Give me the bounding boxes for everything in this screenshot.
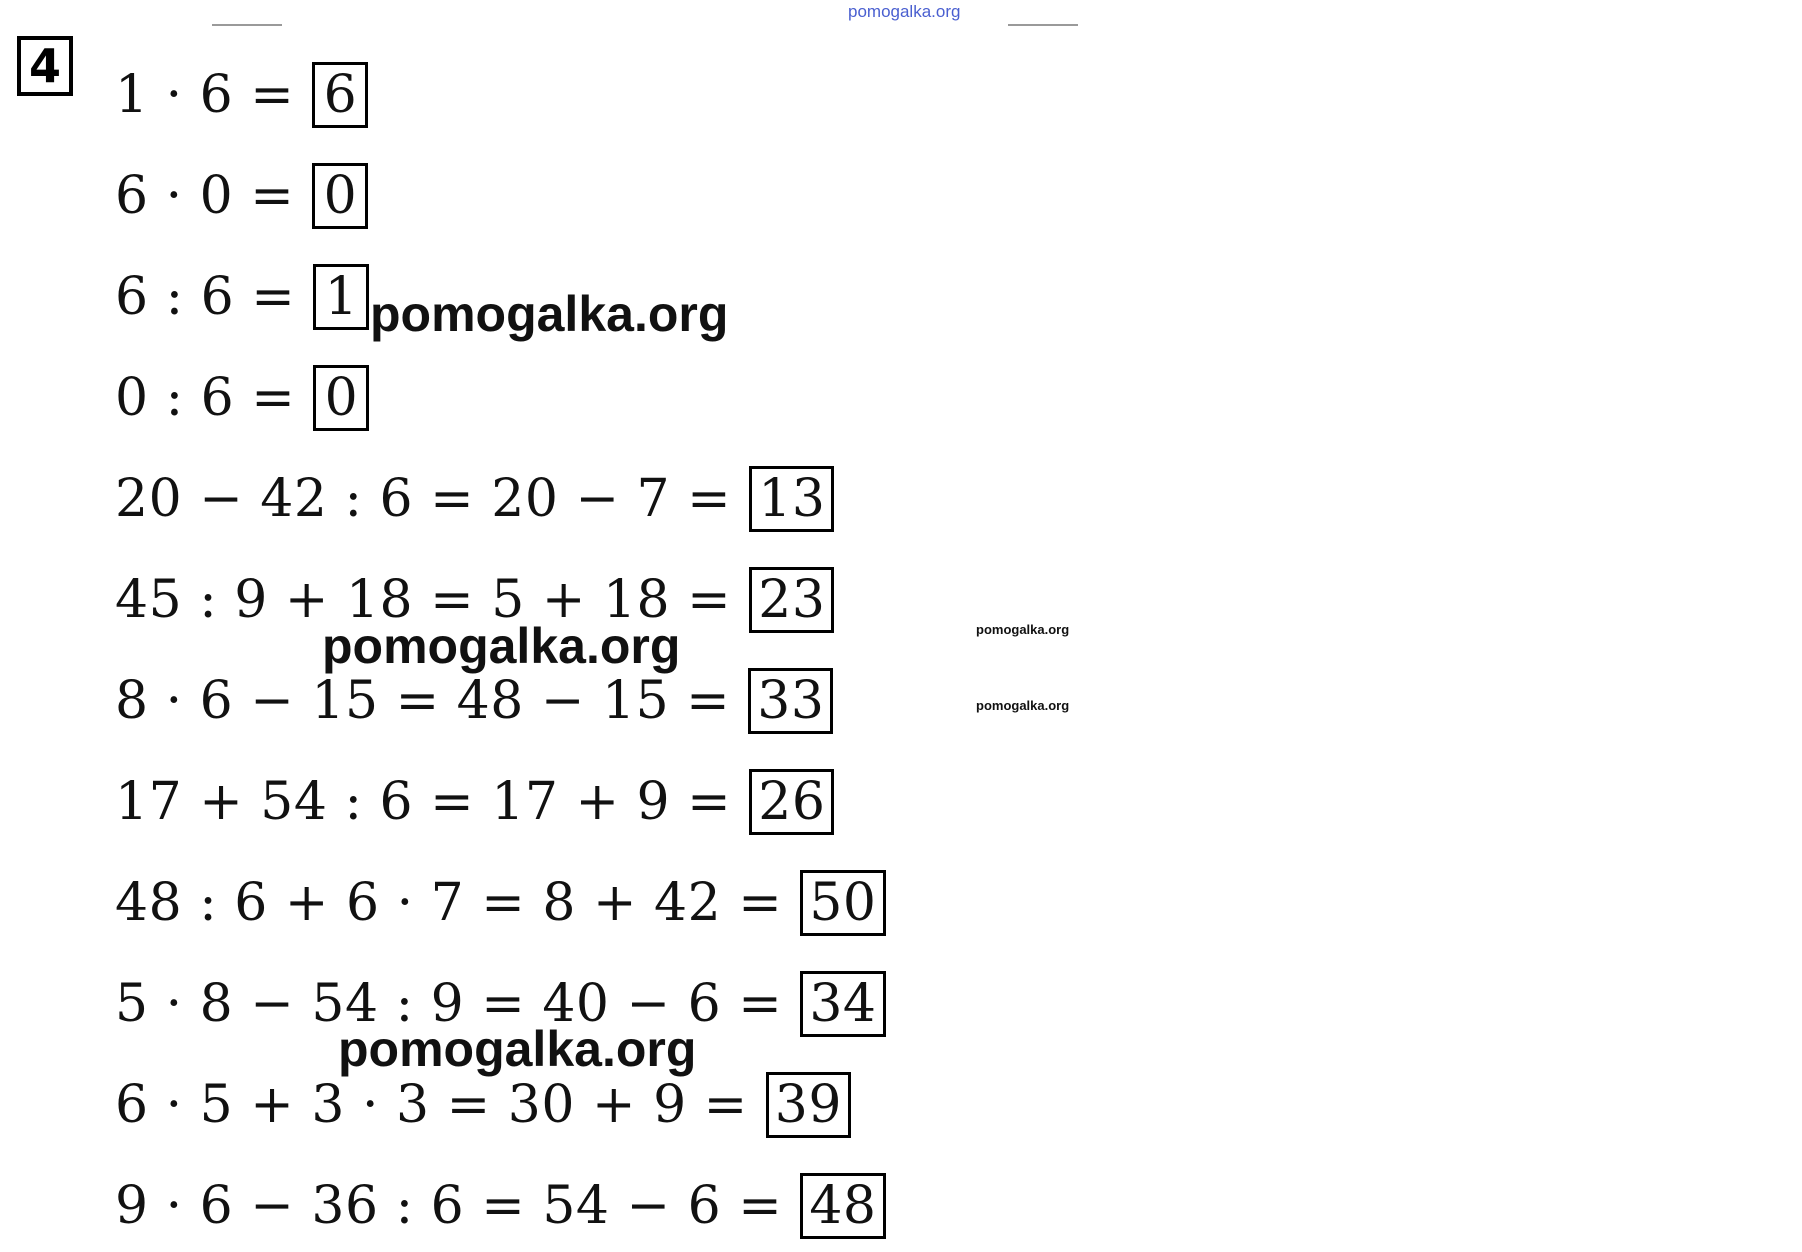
equation-row xyxy=(115,767,834,837)
answer-box: 23 xyxy=(749,567,834,633)
watermark-large: pomogalka.org xyxy=(322,618,681,674)
equation-expression: 20 − 42 : 6 = 20 − 7 = xyxy=(115,469,732,529)
answer-box: 0 xyxy=(312,163,368,229)
answer-box: 33 xyxy=(748,668,833,734)
answer-box: 34 xyxy=(800,971,885,1037)
equation-row xyxy=(115,262,369,332)
equation-expression: 6 · 0 = xyxy=(115,166,295,226)
equation-expression: 8 · 6 − 15 = 48 − 15 = xyxy=(115,671,731,731)
equation-row xyxy=(115,464,834,534)
equation-expression: 6 : 6 = xyxy=(115,267,296,327)
watermark-small: pomogalka.org xyxy=(976,698,1070,713)
equation-expression: 17 + 54 : 6 = 17 + 9 = xyxy=(115,772,732,832)
equation-expression: 48 : 6 + 6 · 7 = 8 + 42 = xyxy=(115,873,783,933)
equation-row xyxy=(115,1070,851,1140)
equation-row xyxy=(115,1171,886,1241)
top-rule-right xyxy=(1008,24,1078,26)
answer-box: 48 xyxy=(800,1173,885,1239)
equation-expression: 9 · 6 − 36 : 6 = 54 − 6 = xyxy=(115,1176,783,1236)
equation-expression: 6 · 5 + 3 · 3 = 30 + 9 = xyxy=(115,1075,748,1135)
answer-box: 13 xyxy=(749,466,834,532)
equation-row xyxy=(115,161,368,231)
equation-expression: 1 · 6 = xyxy=(115,65,295,125)
equation-row xyxy=(115,60,368,130)
answer-box: 39 xyxy=(766,1072,851,1138)
answer-box: 0 xyxy=(313,365,369,431)
answer-box: 26 xyxy=(749,769,834,835)
answer-box: 1 xyxy=(313,264,369,330)
equation-row xyxy=(115,666,833,736)
equation-row xyxy=(115,868,886,938)
equation-expression: 5 · 8 − 54 : 9 = 40 − 6 = xyxy=(115,974,783,1034)
task-number-badge: 4 xyxy=(17,36,73,96)
equation-row xyxy=(115,363,369,433)
equation-expression: 45 : 9 + 18 = 5 + 18 = xyxy=(115,570,732,630)
watermark-large: pomogalka.org xyxy=(370,286,729,342)
header-site-mark: pomogalka.org xyxy=(848,2,961,21)
watermark-large: pomogalka.org xyxy=(338,1021,697,1077)
answer-box: 50 xyxy=(800,870,885,936)
answer-box: 6 xyxy=(312,62,368,128)
watermark-small: pomogalka.org xyxy=(976,622,1070,637)
equation-expression: 0 : 6 = xyxy=(115,368,296,428)
